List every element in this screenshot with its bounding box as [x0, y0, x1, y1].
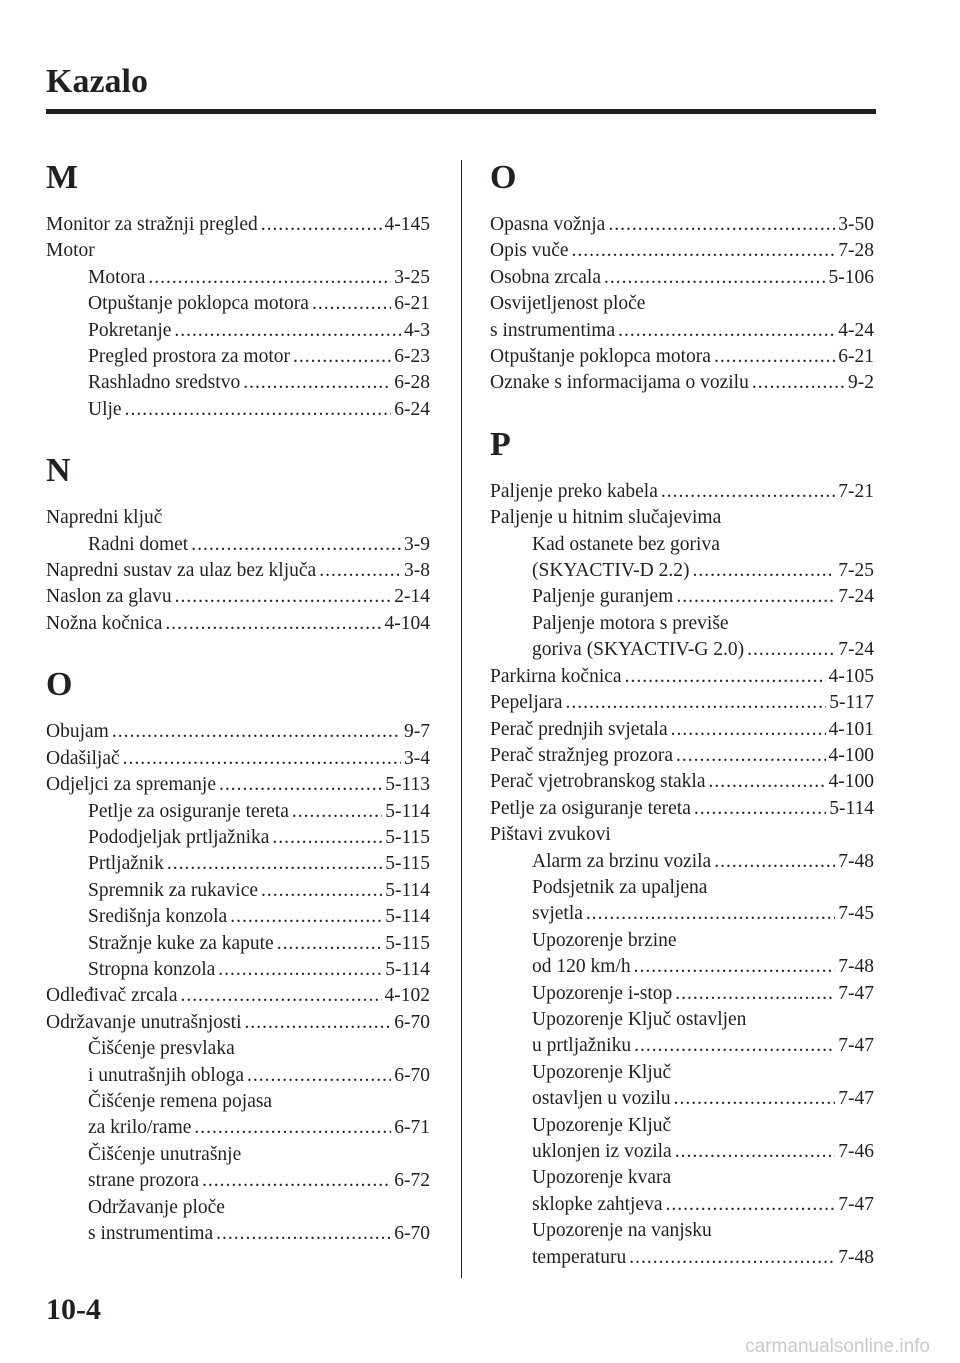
leader-dots	[608, 212, 835, 238]
leader-dots	[666, 1192, 836, 1218]
entry-page-reference: 6-28	[394, 372, 430, 394]
watermark: carmanualsonline.info	[745, 1336, 930, 1357]
index-subentry	[490, 637, 874, 663]
leader-dots	[671, 717, 826, 743]
leader-dots	[112, 719, 401, 745]
index-entry	[46, 212, 430, 238]
index-subentry	[490, 954, 874, 980]
index-entry	[46, 719, 430, 745]
leader-dots	[629, 1245, 835, 1271]
entry-page-reference: 7-47	[838, 1035, 874, 1057]
entry-label: temperaturu	[532, 1246, 627, 1268]
leader-dots	[230, 904, 382, 930]
entry-label: Perač prednjih svjetala	[490, 718, 668, 740]
entry-page-reference: 5-114	[385, 800, 430, 822]
entry-label: Upozorenje Ključ ostavljen	[532, 1008, 747, 1030]
index-entry	[490, 743, 874, 769]
entry-page-reference: 7-48	[838, 850, 874, 872]
entry-label: svjetla	[532, 903, 583, 925]
index-entry	[46, 584, 430, 610]
entry-label: Paljenje guranjem	[532, 586, 674, 608]
index-subentry	[46, 397, 430, 423]
leader-dots	[674, 1086, 836, 1112]
entry-page-reference: 4-100	[828, 771, 874, 793]
leader-dots	[277, 931, 383, 957]
entry-label: Podsjetnik za upaljena	[532, 876, 708, 898]
entry-label: Održavanje unutrašnjosti	[46, 1011, 242, 1033]
index-entry	[46, 746, 430, 772]
section-letter: O	[46, 666, 73, 704]
leader-dots	[181, 983, 382, 1009]
index-entry	[46, 238, 430, 264]
page-number: 10-4	[46, 1293, 101, 1326]
entry-page-reference: 9-2	[848, 372, 874, 394]
entry-label: Paljenje preko kabela	[490, 480, 658, 502]
entry-page-reference: 6-24	[394, 398, 430, 420]
entry-page-reference: 3-4	[404, 747, 430, 769]
entry-page-reference: 2-14	[394, 586, 430, 608]
entry-label: Pištavi zvukovi	[490, 824, 611, 846]
entry-label: Otpuštanje poklopca motora	[490, 346, 711, 368]
leader-dots	[572, 238, 836, 264]
index-entry	[46, 611, 430, 637]
index-entry	[490, 505, 874, 531]
page-header-title: Kazalo	[46, 63, 148, 100]
entry-label: Parkirna kočnica	[490, 665, 622, 687]
entry-label: Čišćenje unutrašnje	[88, 1143, 242, 1165]
leader-dots	[312, 291, 391, 317]
entry-label: Odjeljci za spremanje	[46, 774, 217, 796]
leader-dots	[675, 1139, 836, 1165]
leader-dots	[747, 637, 835, 663]
entry-page-reference: 7-24	[838, 586, 874, 608]
entry-page-reference: 5-106	[828, 266, 874, 288]
entry-label: Stražnje kuke za kapute	[88, 932, 274, 954]
entry-label: Odleđivač zrcala	[46, 985, 178, 1007]
entry-page-reference: 4-102	[384, 985, 430, 1007]
entry-label: Pododjeljak prtljažnika	[88, 826, 270, 848]
entry-label: Čišćenje remena pojasa	[88, 1090, 273, 1112]
entry-page-reference: 9-7	[404, 721, 430, 743]
entry-page-reference: 7-21	[838, 480, 874, 502]
entry-label: Upozorenje na vanjsku	[532, 1220, 712, 1242]
entry-label: Petlje za osiguranje tereta	[490, 797, 691, 819]
index-subentry	[46, 904, 430, 930]
entry-label: Središnja konzola	[88, 906, 228, 928]
entry-page-reference: 4-105	[828, 665, 874, 687]
entry-page-reference: 4-24	[838, 319, 874, 341]
index-subentry	[46, 878, 430, 904]
entry-label: Rashladno sredstvo	[88, 372, 241, 394]
entry-page-reference: 7-48	[838, 956, 874, 978]
entry-page-reference: 3-25	[394, 266, 430, 288]
entry-label: Opasna vožnja	[490, 214, 606, 235]
entry-page-reference: 4-100	[828, 744, 874, 766]
leader-dots	[692, 558, 835, 584]
entry-page-reference: 6-70	[394, 1223, 430, 1244]
index-subentry	[490, 584, 874, 610]
leader-dots	[125, 397, 392, 423]
entry-page-reference: 5-115	[385, 826, 430, 848]
entry-label: uklonjen iz vozila	[532, 1141, 672, 1162]
entry-page-reference: 5-114	[829, 797, 874, 819]
entry-label: za krilo/rame	[88, 1117, 192, 1139]
index-subentry	[490, 928, 874, 954]
entry-page-reference: 7-47	[838, 982, 874, 1004]
index-subentry	[490, 558, 874, 584]
index-entry	[490, 318, 874, 344]
leader-dots	[618, 318, 835, 344]
entry-label: Paljenje motora s previše	[532, 612, 729, 634]
index-entry	[46, 505, 430, 531]
entry-label: strane prozora	[88, 1170, 199, 1192]
leader-dots	[634, 1033, 835, 1059]
index-subentry	[490, 1218, 874, 1244]
index-entry	[46, 772, 430, 798]
leader-dots	[123, 746, 401, 772]
leader-dots	[194, 1115, 391, 1141]
entry-label: Monitor za stražnji pregled	[46, 214, 258, 235]
entry-label: Motora	[88, 266, 146, 288]
entry-label: od 120 km/h	[532, 956, 631, 978]
index-column-left	[46, 158, 430, 1247]
entry-page-reference: 7-24	[838, 639, 874, 661]
entry-label: Odašiljač	[46, 747, 120, 769]
entry-label: Upozorenje i-stop	[532, 982, 673, 1004]
entry-label: Alarm za brzinu vozila	[532, 850, 712, 872]
leader-dots	[694, 796, 826, 822]
column-divider	[461, 160, 462, 1278]
entry-page-reference: 5-114	[385, 906, 430, 928]
index-entry	[46, 558, 430, 584]
entry-label: Pregled prostora za motor	[88, 346, 290, 368]
index-subentry	[490, 1113, 874, 1139]
entry-label: sklopke zahtjeva	[532, 1193, 663, 1215]
index-entry	[490, 664, 874, 690]
index-subentry	[46, 291, 430, 317]
leader-dots	[272, 825, 382, 851]
leader-dots	[292, 799, 382, 825]
entry-label: Održavanje ploče	[88, 1196, 225, 1218]
index-entry	[490, 769, 874, 795]
entry-label: s instrumentima	[490, 319, 616, 341]
index-subentry	[490, 875, 874, 901]
index-subentry	[46, 1115, 430, 1141]
index-subentry	[46, 931, 430, 957]
entry-page-reference: 5-113	[385, 774, 430, 796]
leader-dots	[604, 265, 826, 291]
index-entry	[490, 344, 874, 370]
entry-page-reference: 4-145	[384, 214, 430, 235]
leader-dots	[319, 558, 401, 584]
entry-page-reference: 4-101	[828, 718, 874, 740]
entry-page-reference: 5-115	[385, 853, 430, 875]
entry-label: Upozorenje Ključ	[532, 1114, 672, 1136]
entry-page-reference: 3-9	[404, 533, 430, 555]
entry-label: Nožna kočnica	[46, 612, 163, 634]
section-letter: O	[490, 159, 517, 196]
leader-dots	[165, 611, 381, 637]
leader-dots	[216, 1221, 391, 1247]
leader-dots	[586, 901, 835, 927]
entry-label: Opis vuče	[490, 240, 569, 262]
entry-page-reference: 6-72	[394, 1170, 430, 1192]
leader-dots	[261, 878, 382, 904]
leader-dots	[566, 690, 827, 716]
entry-label: Spremnik za rukavice	[88, 879, 259, 901]
leader-dots	[714, 344, 835, 370]
index-subentry	[46, 370, 430, 396]
entry-page-reference: 7-46	[838, 1141, 874, 1162]
entry-label: Obujam	[46, 721, 109, 743]
leader-dots	[247, 1063, 391, 1089]
entry-label: s instrumentima	[88, 1223, 214, 1244]
leader-dots	[625, 664, 826, 690]
index-entry	[490, 291, 874, 317]
index-subentry	[46, 1089, 430, 1115]
entry-page-reference: 7-47	[838, 1088, 874, 1110]
leader-dots	[293, 344, 391, 370]
index-entry	[490, 717, 874, 743]
entry-label: i unutrašnjih obloga	[88, 1064, 244, 1086]
entry-label: Petlje za osiguranje tereta	[88, 800, 289, 822]
entry-page-reference: 7-25	[838, 560, 874, 582]
index-entry	[490, 238, 874, 264]
index-column-right	[490, 158, 874, 1271]
entry-label: (SKYACTIV-D 2.2)	[532, 560, 690, 582]
index-subentry	[46, 344, 430, 370]
index-subentry	[490, 1060, 874, 1086]
entry-label: Paljenje u hitnim slučajevima	[490, 507, 722, 529]
leader-dots	[261, 212, 382, 238]
leader-dots	[676, 584, 835, 610]
entry-label: Radni domet	[88, 533, 189, 555]
section-gap	[46, 423, 430, 451]
entry-label: Oznake s informacijama o vozilu	[490, 372, 749, 394]
entry-label: Otpuštanje poklopca motora	[88, 293, 309, 315]
index-entry	[490, 822, 874, 848]
entry-label: Napredni ključ	[46, 507, 163, 529]
section-letter: N	[46, 452, 71, 490]
leader-dots	[202, 1168, 391, 1194]
entry-page-reference: 5-115	[385, 932, 430, 954]
leader-dots	[174, 318, 401, 344]
entry-page-reference: 5-114	[385, 879, 430, 901]
index-entry	[490, 212, 874, 238]
entry-label: u prtljažniku	[532, 1035, 632, 1057]
entry-label: Kad ostanete bez goriva	[532, 533, 720, 555]
entry-page-reference: 6-23	[394, 346, 430, 368]
index-subentry	[46, 1142, 430, 1168]
leader-dots	[243, 370, 391, 396]
entry-label: Perač vjetrobranskog stakla	[490, 771, 706, 793]
index-subentry	[46, 1221, 430, 1247]
index-subentry	[490, 849, 874, 875]
index-subentry	[46, 1063, 430, 1089]
index-subentry	[46, 532, 430, 558]
index-entry	[490, 796, 874, 822]
entry-page-reference: 7-28	[838, 240, 874, 262]
index-subentry	[490, 1139, 874, 1165]
entry-page-reference: 5-114	[385, 958, 430, 980]
leader-dots	[148, 265, 391, 291]
entry-label: Stropna konzola	[88, 958, 216, 980]
entry-page-reference: 7-45	[838, 903, 874, 925]
index-subentry	[490, 1192, 874, 1218]
index-subentry	[46, 1195, 430, 1221]
entry-page-reference: 3-50	[838, 214, 874, 235]
entry-label: Perač stražnjeg prozora	[490, 744, 673, 766]
index-entry	[490, 265, 874, 291]
entry-label: Osvijetljenost ploče	[490, 293, 646, 315]
index-entry	[490, 690, 874, 716]
leader-dots	[661, 479, 835, 505]
entry-label: Napredni sustav za ulaz bez ključa	[46, 560, 317, 582]
entry-label: Upozorenje Ključ	[532, 1061, 672, 1083]
leader-dots	[634, 954, 836, 980]
entry-label: Pokretanje	[88, 319, 172, 341]
leader-dots	[675, 981, 835, 1007]
index-subentry	[490, 901, 874, 927]
header-rule	[46, 109, 876, 114]
entry-label: Motor	[46, 240, 95, 262]
entry-page-reference: 6-70	[394, 1011, 430, 1033]
entry-page-reference: 4-3	[404, 319, 430, 341]
entry-label: Upozorenje brzine	[532, 929, 677, 951]
entry-label: Naslon za glavu	[46, 586, 172, 608]
leader-dots	[167, 851, 382, 877]
index-entry	[46, 983, 430, 1009]
entry-label: Pepeljara	[490, 692, 563, 714]
entry-page-reference: 6-71	[394, 1117, 430, 1139]
leader-dots	[245, 1010, 392, 1036]
entry-page-reference: 5-117	[829, 692, 874, 714]
leader-dots	[752, 370, 845, 396]
index-subentry	[46, 1168, 430, 1194]
entry-label: Ulje	[88, 398, 122, 420]
entry-page-reference: 6-21	[838, 346, 874, 368]
leader-dots	[218, 957, 382, 983]
index-subentry	[490, 1033, 874, 1059]
index-subentry	[46, 957, 430, 983]
index-subentry	[490, 532, 874, 558]
section-letter: M	[46, 159, 79, 196]
entry-label: ostavljen u vozilu	[532, 1088, 671, 1110]
index-subentry	[490, 611, 874, 637]
index-subentry	[46, 318, 430, 344]
entry-page-reference: 4-104	[384, 612, 430, 634]
entry-label: Osobna zrcala	[490, 266, 601, 288]
index-subentry	[46, 851, 430, 877]
index-subentry	[490, 1245, 874, 1271]
leader-dots	[709, 769, 826, 795]
entry-label: Prtljažnik	[88, 853, 164, 875]
leader-dots	[219, 772, 382, 798]
index-subentry	[490, 1007, 874, 1033]
entry-page-reference: 7-48	[838, 1246, 874, 1268]
leader-dots	[191, 532, 401, 558]
leader-dots	[175, 584, 392, 610]
entry-page-reference: 3-8	[404, 560, 430, 582]
index-subentry	[46, 1036, 430, 1062]
entry-page-reference: 7-47	[838, 1193, 874, 1215]
entry-page-reference: 6-21	[394, 293, 430, 315]
index-entry	[490, 370, 874, 396]
entry-page-reference: 6-70	[394, 1064, 430, 1086]
entry-label: Upozorenje kvara	[532, 1167, 672, 1189]
section-gap	[46, 637, 430, 665]
index-subentry	[490, 1165, 874, 1191]
index-subentry	[490, 1086, 874, 1112]
leader-dots	[714, 849, 835, 875]
index-subentry	[46, 825, 430, 851]
entry-label: Čišćenje presvlaka	[88, 1038, 235, 1060]
section-gap	[490, 397, 874, 425]
index-subentry	[490, 981, 874, 1007]
entry-label: goriva (SKYACTIV-G 2.0)	[532, 639, 745, 661]
index-subentry	[46, 799, 430, 825]
index-subentry	[46, 265, 430, 291]
index-entry	[490, 479, 874, 505]
leader-dots	[676, 743, 826, 769]
section-letter: P	[490, 425, 511, 463]
index-entry	[46, 1010, 430, 1036]
